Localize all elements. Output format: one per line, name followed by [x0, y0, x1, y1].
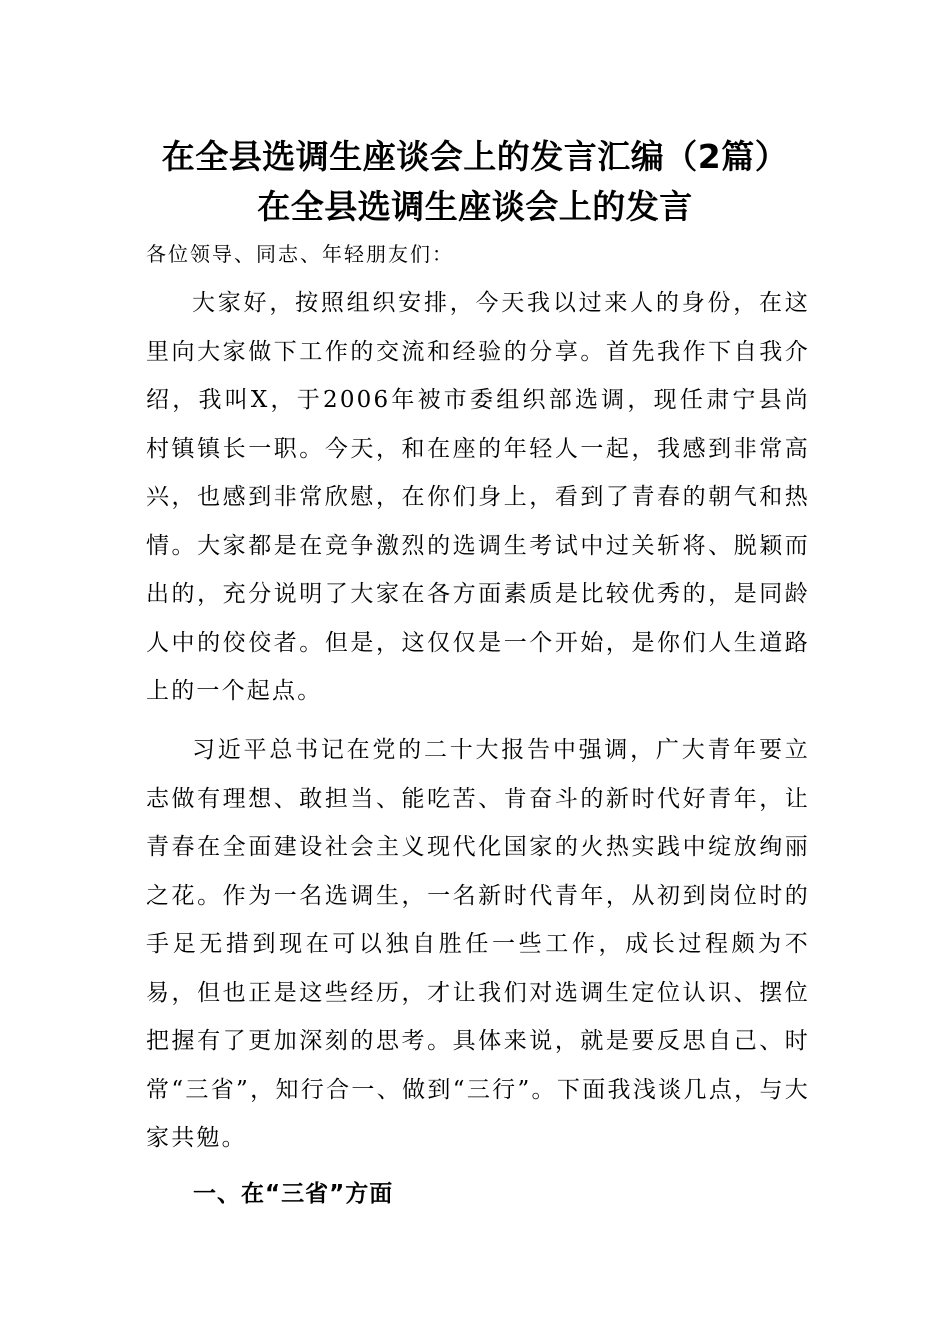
section-heading: 一、在“三省”方面 — [193, 1181, 394, 1207]
salutation: 各位领导、同志、年轻朋友们： — [146, 242, 454, 266]
paragraph-introduction: 大家好，按照组织安排，今天我以过来人的身份，在这里向大家做下工作的交流和经验的分享。首先我作下自我介绍，我叫X，于2006年被市委组织部选调，现任肃宁县尚村镇镇长一职。今天，和在座的年轻人一起，我感到非常高兴，也感到非常欣慰，在你们身上，看到了青春的朝气和热情。大家都是在竞争激烈的选调生考试中过关斩将、脱颖而出的，充分说明了大家在各方面素质是比较优秀的，是同龄人中的佼佼者。但是，这仅仅是一个开始，是你们人生道路上的一个起点。 — [146, 290, 810, 704]
document-subtitle: 在全县选调生座谈会上的发言 — [257, 187, 693, 226]
document-title: 在全县选调生座谈会上的发言汇编（2篇） — [161, 137, 789, 176]
paragraph-xi-quote: 习近平总书记在党的二十大报告中强调，广大青年要立志做有理想、敢担当、能吃苦、肯奋斗的新时代好青年，让青春在全面建设社会主义现代化国家的火热实践中绽放绚丽之花。作为一名选调生，一名新时代青年，从初到岗位时的手足无措到现在可以独自胜任一些工作，成长过程颇为不易，但也正是这些经历，才让我们对选调生定位认识、摆位把握有了更加深刻的思考。具体来说，就是要反思自己、时常“三省”，知行合一、做到“三行”。下面我浅谈几点，与大家共勉。 — [146, 737, 810, 1151]
